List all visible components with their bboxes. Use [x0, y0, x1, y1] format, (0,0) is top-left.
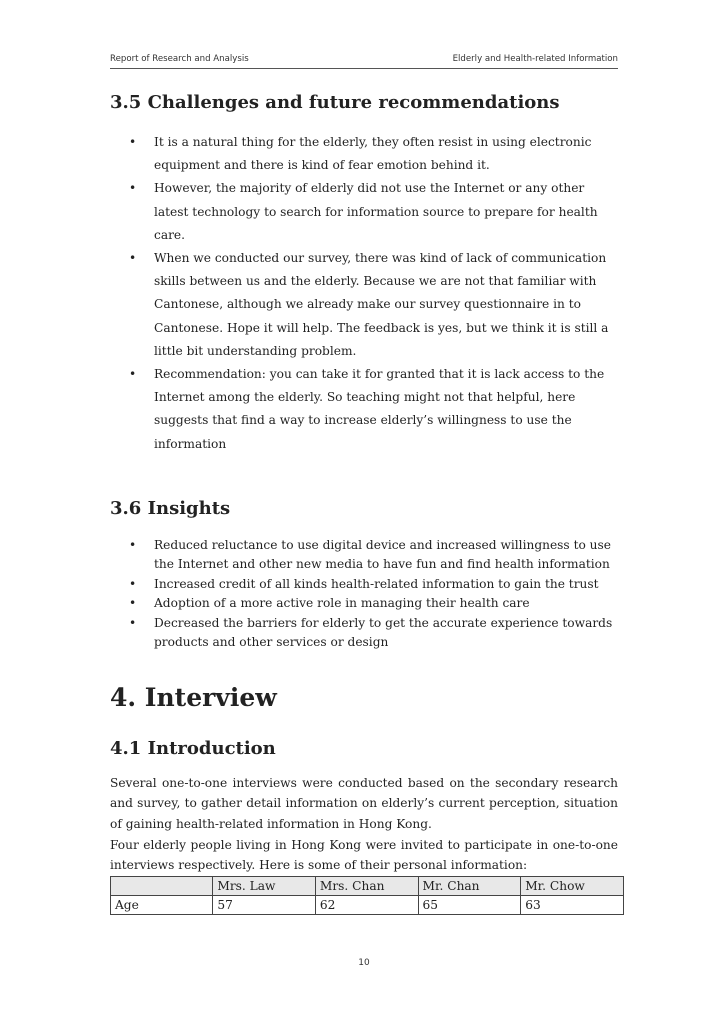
table-cell: 63 — [521, 895, 624, 914]
list-item: • It is a natural thing for the elderly, they often resist in using electronic equipment and there is kind of fear emotion behind it. — [154, 131, 618, 177]
participants-table — [110, 876, 624, 915]
table-header-cell: Mr. Chan — [418, 876, 521, 895]
table-cell: 65 — [418, 895, 521, 914]
table-cell: 57 — [213, 895, 316, 914]
table-cell: Age — [111, 895, 213, 914]
intro-paragraph: Several one-to-one interviews were conducted based on the secondary research and survey, to gather detail information on elderly’s current perception, situation of gaining health-related information in Hong Kong. — [110, 775, 618, 832]
page-number: 10 — [358, 958, 370, 968]
section-4-heading: 4. Interview — [110, 682, 277, 712]
section-4-1-heading: 4.1 Introduction — [110, 737, 276, 759]
table-header-cell: Mrs. Law — [213, 876, 316, 895]
list-item: • However, the majority of elderly did not use the Internet or any other latest technology to search for information source to prepare for health care. — [154, 177, 618, 247]
list-item: • Decreased the barriers for elderly to get the accurate experience towards products and other services or design — [154, 614, 618, 653]
list-item: • Adoption of a more active role in managing their health care — [154, 594, 618, 614]
challenges-list — [110, 131, 618, 456]
intro-paragraph-participants: Four elderly people living in Hong Kong were invited to participate in one-to-one interviews respectively. Here is some of their personal information: — [110, 837, 618, 873]
header-report-title: Report of Research and Analysis — [110, 54, 249, 64]
list-item: • Recommendation: you can take it for granted that it is lack access to the Internet among the elderly. So teaching might not that helpful, here suggests that find a way to increase elderly’s willingness to use the information — [154, 363, 618, 456]
section-3-5-heading: 3.5 Challenges and future recommendations — [110, 92, 560, 113]
list-item: • Increased credit of all kinds health-related information to gain the trust — [154, 575, 618, 595]
table-row — [111, 895, 624, 914]
page-content — [110, 92, 618, 915]
section-3-6-heading: 3.6 Insights — [110, 497, 231, 519]
table-header-row — [111, 876, 624, 895]
table-header-cell: Mrs. Chan — [315, 876, 418, 895]
list-item: • Reduced reluctance to use digital device and increased willingness to use the Internet and other new media to have fun and find health information — [154, 536, 618, 575]
page-header — [110, 52, 618, 69]
list-item: • When we conducted our survey, there was kind of lack of communication skills between us and the elderly. Because we are not that familiar with Cantonese, although we already make our survey questionnaire in to Cantonese. Hope it will help. The feedback is yes, but we think it is still a little bit understanding problem. — [154, 247, 618, 363]
table-header-cell — [111, 876, 213, 895]
table-header-cell: Mr. Chow — [521, 876, 624, 895]
header-topic: Elderly and Health-related Information — [452, 54, 618, 64]
insights-list — [110, 536, 618, 653]
table-cell: 62 — [315, 895, 418, 914]
